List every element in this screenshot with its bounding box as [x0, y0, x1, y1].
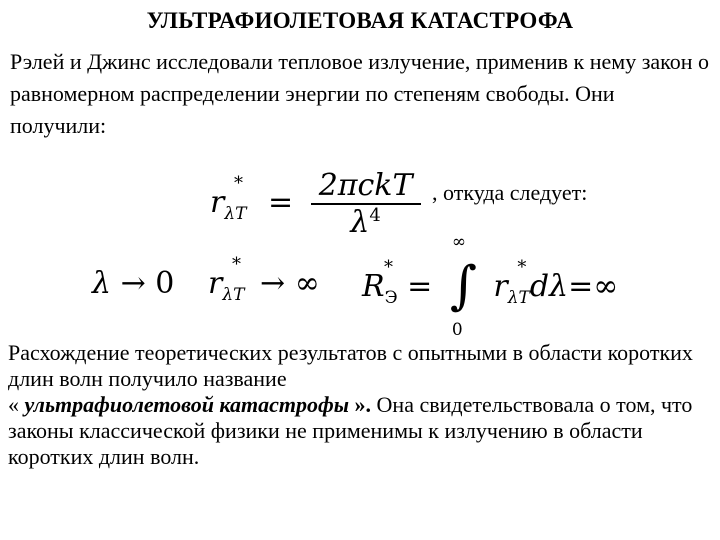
arrow-icon-2: →: [260, 266, 286, 301]
integral-sign: [448, 232, 478, 340]
lambda-t-subscript-2: λT: [222, 285, 245, 305]
fraction: [311, 168, 421, 240]
power-four: 4: [369, 205, 381, 226]
r-capital-letter: R: [362, 269, 385, 304]
close-quote: ».: [354, 392, 372, 417]
open-quote: «: [8, 392, 19, 417]
spectral-density-symbol-2: [208, 254, 245, 305]
fraction-numerator: 2πckT: [318, 168, 413, 203]
limit-expression: [92, 266, 174, 301]
star-superscript-4: *: [517, 257, 527, 278]
limit-density-expression: [208, 254, 320, 305]
equals-sign-2: =: [407, 269, 433, 304]
lower-limit: 0: [451, 320, 463, 340]
ultraviolet-catastrophe-term: ультрафиолетовой катастрофы: [24, 392, 350, 417]
star-superscript: *: [234, 173, 243, 194]
lambda-t-subscript: λT: [224, 204, 247, 224]
r-letter-3: r: [493, 269, 508, 304]
intro-paragraph: Рэлей и Джинс исследовали тепловое излучение, применив к нему закон о равномерном распределении энергии по степеням свободы. Они получили:: [10, 49, 709, 138]
star-superscript-2: *: [232, 254, 241, 275]
lambda-symbol: λ: [92, 266, 112, 301]
conclusion-paragraph: [8, 340, 716, 470]
integral-icon: ∫: [449, 256, 477, 316]
total-emittance-symbol: [362, 257, 398, 308]
r-letter: r: [210, 185, 225, 220]
d-lambda: dλ: [529, 269, 569, 304]
lambda-t-subscript-3: λT: [507, 288, 530, 308]
equals-infinity: =∞: [568, 269, 619, 304]
spectral-density-symbol-3: [493, 257, 530, 308]
zero-value: 0: [155, 266, 175, 301]
infinity-symbol: ∞: [294, 266, 320, 301]
spectral-density-symbol: [210, 173, 247, 224]
rayleigh-jeans-formula: [210, 168, 421, 240]
star-superscript-3: *: [384, 257, 393, 278]
following-text: , откуда следует:: [432, 180, 588, 205]
fraction-denominator: $\lambda^4$: [350, 205, 381, 240]
arrow-icon: →: [120, 266, 146, 301]
conclusion-text-2: Она свидетельствовала о том, что законы классической физики не применимы к излучению в области коротких длин волн.: [8, 392, 693, 469]
upper-limit: ∞: [451, 232, 467, 252]
integral-expression: [362, 232, 619, 340]
slide-title: УЛЬТРАФИОЛЕТОВАЯ КАТАСТРОФА: [146, 8, 574, 33]
conclusion-text-1: Расхождение теоретических результатов с опытными в области коротких длин волн получило название: [8, 340, 693, 391]
r-letter-2: r: [208, 266, 223, 301]
e-subscript: Э: [384, 288, 398, 308]
equals-sign: =: [268, 185, 294, 220]
